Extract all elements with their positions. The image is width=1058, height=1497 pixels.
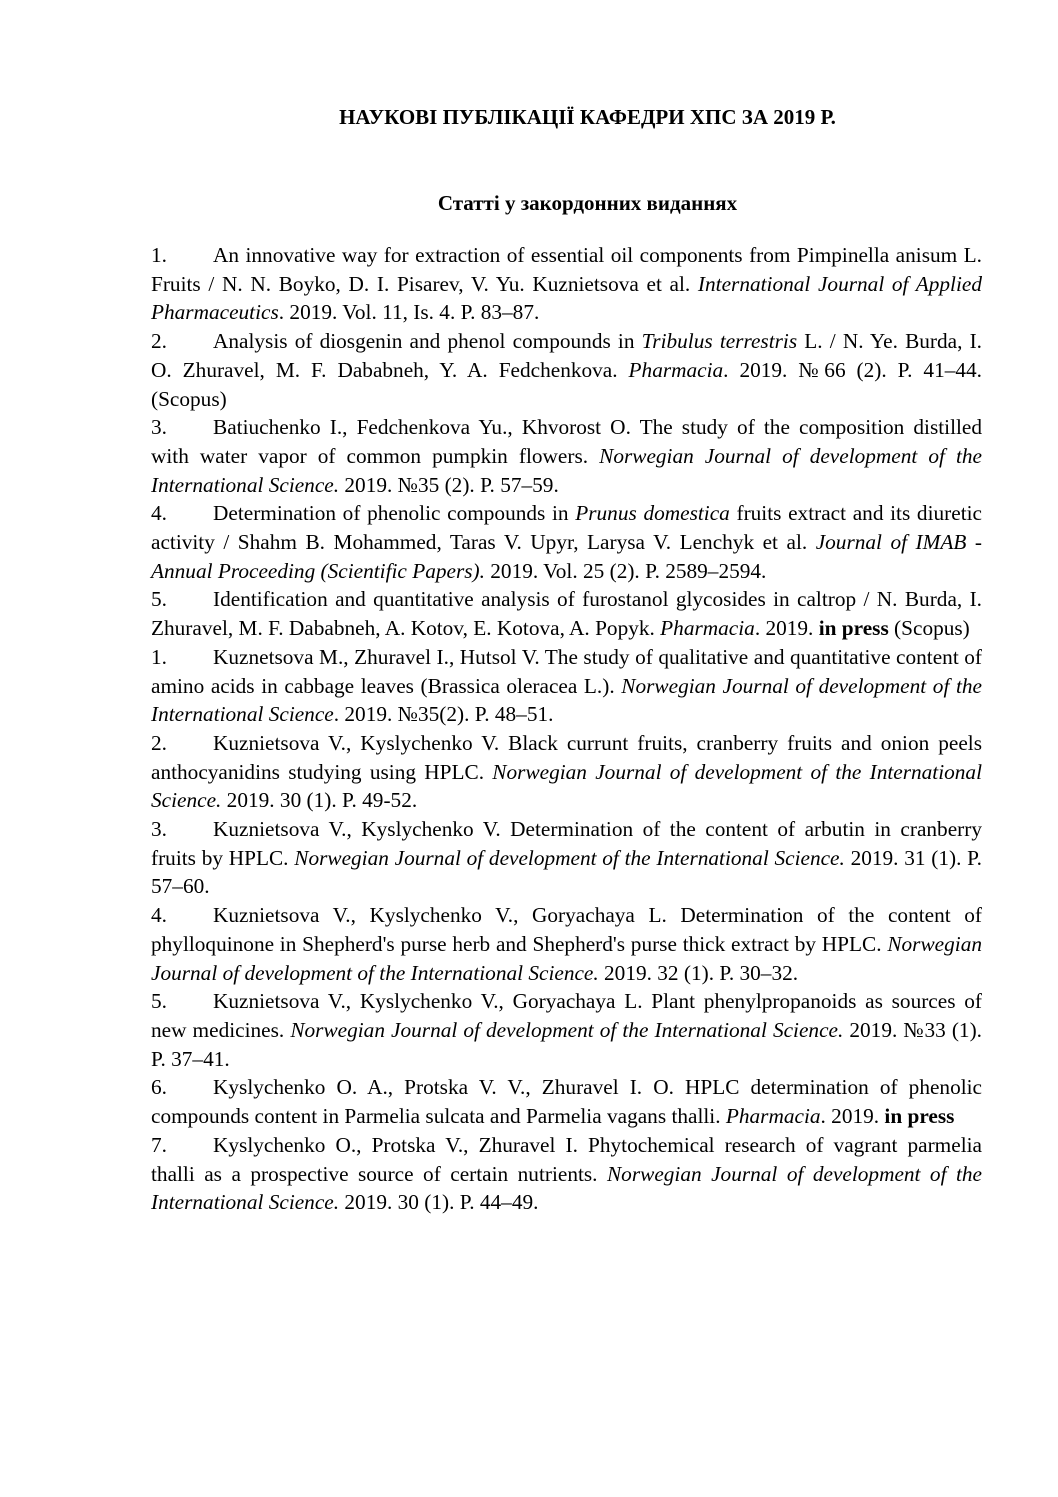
reference-item <box>151 815 982 901</box>
reference-item <box>151 1131 982 1217</box>
reference-number: 7. <box>151 1132 167 1157</box>
reference-text: L. / N. Ye. Burda, I. O. Zhuravel, M. F. Dababneh, Y. A. Fedchenkova. <box>151 329 983 382</box>
page-title: НАУКОВІ ПУБЛІКАЦІЇ КАФЕДРИ ХПС ЗА 2019 Р. <box>339 105 836 129</box>
reference-journal: Journal of IMAB - Annual Proceeding (Scientific Papers). <box>151 530 982 583</box>
reference-text: An innovative way for extraction of essential oil components from Pimpinella anisum L. Fruits / N. N. Boyko, D. I. Pisarev, V. Yu. Kuznietsova et al. <box>151 243 982 296</box>
reference-item <box>151 901 982 987</box>
reference-journal: Norwegian Journal of development of the International Science. <box>294 845 845 870</box>
reference-number: 4. <box>151 501 167 526</box>
reference-item <box>151 987 982 1073</box>
document-page <box>151 104 982 1217</box>
reference-number: 3. <box>151 817 167 842</box>
reference-item <box>151 413 982 499</box>
reference-list <box>151 241 982 1217</box>
reference-item <box>151 585 982 642</box>
reference-species: Tribulus terrestris <box>641 329 798 354</box>
reference-details: 2019. №33 (1). P. 37–41. <box>151 1017 982 1071</box>
reference-text: fruits extract and its diuretic activity / Shahm B. Mohammed, Taras V. Upyr, Larysa V. Lenchyk et al. <box>151 501 982 555</box>
reference-journal: Norwegian Journal of development of the International Science. <box>290 1017 844 1042</box>
reference-text: Kuznietsova V., Kyslychenko V. Black currunt fruits, cranberry fruits and onion peels anthocyanidins studying using HPLC. <box>151 730 982 784</box>
reference-text: Kuznietsova V., Kyslychenko V., Goryachaya L. Determination of the content of phylloquinone in Shepherd's purse herb and Shepherd's purse thick extract by HPLC. <box>151 903 982 956</box>
reference-details: . 2019. <box>820 1104 885 1129</box>
in-press-label: in press <box>884 1104 955 1129</box>
reference-text: Kyslychenko O. A., Protska V. V., Zhuravel I. O. HPLC determination of phenolic compounds content in Parmelia sulcata and Parmelia vagans thalli. <box>151 1075 982 1129</box>
reference-item <box>151 643 982 729</box>
reference-text: Kuznetsova M., Zhuravel I., Hutsol V. The study of qualitative and quantitative content of amino acids in cabbage leaves (Brassica oleracea L.). <box>151 644 982 698</box>
reference-text: Batiuchenko I., Fedchenkova Yu., Khvorost O. The study of the composition distilled with water vapor of common pumpkin flowers. <box>151 415 982 468</box>
reference-number: 2. <box>151 329 167 354</box>
reference-details: . 2019. Vol. 11, Is. 4. P. 83–87. <box>278 300 540 325</box>
reference-journal: Pharmacia <box>725 1104 821 1129</box>
reference-item <box>151 327 982 413</box>
reference-details: 2019. 32 (1). P. 30–32. <box>598 960 799 985</box>
reference-text: Analysis of diosgenin and phenol compounds in <box>213 329 642 354</box>
section-title: Статті у закордонних виданнях <box>437 191 738 215</box>
reference-details: 2019. Vol. 25 (2). P. 2589–2594. <box>484 558 767 583</box>
reference-journal: Norwegian Journal of development of the International Science. <box>151 1161 982 1215</box>
reference-details: 2019. 30 (1). P. 44–49. <box>339 1190 539 1215</box>
reference-item <box>151 729 982 815</box>
reference-tail: (Scopus) <box>888 616 970 641</box>
reference-details: 2019. №35 (2). P. 57–59. <box>339 472 559 497</box>
reference-number: 5. <box>151 587 167 612</box>
reference-text: Kuznietsova V., Kyslychenko V., Goryachaya L. Plant phenylpropanoids as sources of new medicines. <box>151 989 982 1042</box>
reference-number: 2. <box>151 730 167 755</box>
reference-journal: Norwegian Journal of development of the International Science <box>151 673 982 727</box>
reference-number: 5. <box>151 989 167 1014</box>
reference-details: . 2019. №66 (2). P. 41–44. (Scopus) <box>151 357 982 411</box>
reference-details: . 2019. <box>754 616 819 641</box>
reference-details: 2019. 31 (1). P. 57–60. <box>151 845 982 899</box>
reference-number: 1. <box>151 243 167 267</box>
reference-item <box>151 1073 982 1130</box>
reference-number: 3. <box>151 415 167 440</box>
reference-text: Kyslychenko O., Protska V., Zhuravel I. Phytochemical research of vagrant parmelia thalli as a prospective source of certain nutrients. <box>151 1132 982 1186</box>
reference-number: 4. <box>151 903 167 928</box>
reference-text: Identification and quantitative analysis of furostanol glycosides in caltrop / N. Burda, I. Zhuravel, M. F. Dababneh, A. Kotov, E. Kotova, A. Popyk. <box>151 587 982 641</box>
reference-details: 2019. 30 (1). P. 49-52. <box>221 788 418 813</box>
reference-text: Determination of phenolic compounds in <box>213 501 576 526</box>
reference-item <box>151 499 982 585</box>
reference-number: 1. <box>151 644 167 669</box>
reference-details: . 2019. №35(2). P. 48–51. <box>333 702 554 727</box>
reference-journal: Pharmacia <box>628 357 724 382</box>
reference-journal: International Journal of Applied Pharmaceutics <box>151 271 982 325</box>
reference-journal: Norwegian Journal of development of the International Science. <box>151 931 982 985</box>
reference-text: Kuznietsova V., Kyslychenko V. Determination of the content of arbutin in cranberry fruits by HPLC. <box>151 817 982 870</box>
reference-species: Prunus domestica <box>575 501 730 526</box>
in-press-label: in press <box>818 616 889 641</box>
reference-number: 6. <box>151 1075 167 1100</box>
reference-journal: Pharmacia <box>660 616 755 641</box>
reference-journal: Norwegian Journal of development of the International Science. <box>151 443 982 497</box>
reference-item <box>151 241 982 327</box>
reference-journal: Norwegian Journal of development of the International Science. <box>151 759 982 813</box>
